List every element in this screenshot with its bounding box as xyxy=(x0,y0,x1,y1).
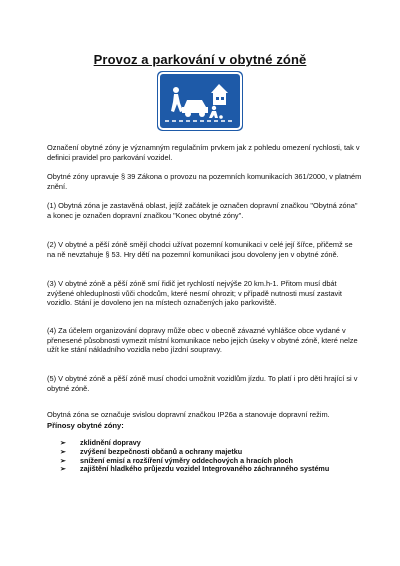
paragraph-law-reference: Obytné zóny upravuje § 39 Zákona o provozu na pozemních komunikacích 361/2000, v platném znění. xyxy=(47,172,362,191)
list-item xyxy=(60,465,370,473)
paragraph-section-4: (4) Za účelem organizování dopravy může obec v obecně závazné vyhlášce obce vydané v přenesené působnosti vymezit místní komunikace nebo jejich úseky v obytné zóně, které nelze užít ke stání nákladního vozidla nebo jízdní soupravy. xyxy=(47,326,358,355)
benefit-text: snížení emisí a rozšíření výměry oddechových a hracích ploch xyxy=(80,455,293,465)
benefit-text: zklidnění dopravy xyxy=(80,438,141,447)
benefit-text: zajištění hladkého průjezdu vozidel Integrovaného záchranného systému xyxy=(80,464,330,474)
arrow-bullet-icon: ➢ xyxy=(60,438,67,447)
paragraph-section-3: (3) V obytné zóně a pěší zóně smí řidič jet rychlostí nejvýše 20 km.h-1. Přitom musí dbát zvýšené ohleduplnosti vůči chodcům, které nesmí ohrozit; v případě nutnosti musí zastavit vozidlo. Stání je dovoleno jen na místech označených jako parkoviště. xyxy=(47,279,342,308)
paragraph-section-2: (2) V obytné a pěší zóně smějí chodci užívat pozemní komunikaci v celé její šířce, přičemž se na ně nevztahuje § 53. Hry dětí na pozemní komunikaci jsou dovoleny jen v obytné zóně. xyxy=(47,240,353,259)
paragraph-intro: Označení obytné zóny je významným regulačním prvkem jak z pohledu omezení rychlosti, tak v definici pravidel pro parkování vozidel. xyxy=(47,143,360,162)
arrow-bullet-icon: ➢ xyxy=(60,464,67,474)
benefits-list xyxy=(60,439,370,474)
paragraph-section-5: (5) V obytné zóně a pěší zóně musí chodci umožnit vozidlům jízdu. To platí i pro děti hrající si v obytné zóně. xyxy=(47,374,358,393)
paragraph-sign-ip26a: Obytná zóna se označuje svislou dopravní značkou IP26a a stanovuje dopravní režim. xyxy=(47,410,330,419)
arrow-bullet-icon: ➢ xyxy=(60,455,67,465)
arrow-bullet-icon: ➢ xyxy=(60,446,67,456)
residential-zone-sign-icon xyxy=(157,71,243,131)
page-title: Provoz a parkování v obytné zóně xyxy=(93,52,307,67)
paragraph-section-1: (1) Obytná zóna je zastavěná oblast, jejíž začátek je označen dopravní značkou "Obytná zóna" a konec je označen dopravní značkou "Konec obytné zóny". xyxy=(47,201,358,220)
benefit-text: zvýšení bezpečnosti občanů a ochrany majetku xyxy=(80,446,243,456)
benefits-heading: Přínosy obytné zóny: xyxy=(47,421,124,430)
